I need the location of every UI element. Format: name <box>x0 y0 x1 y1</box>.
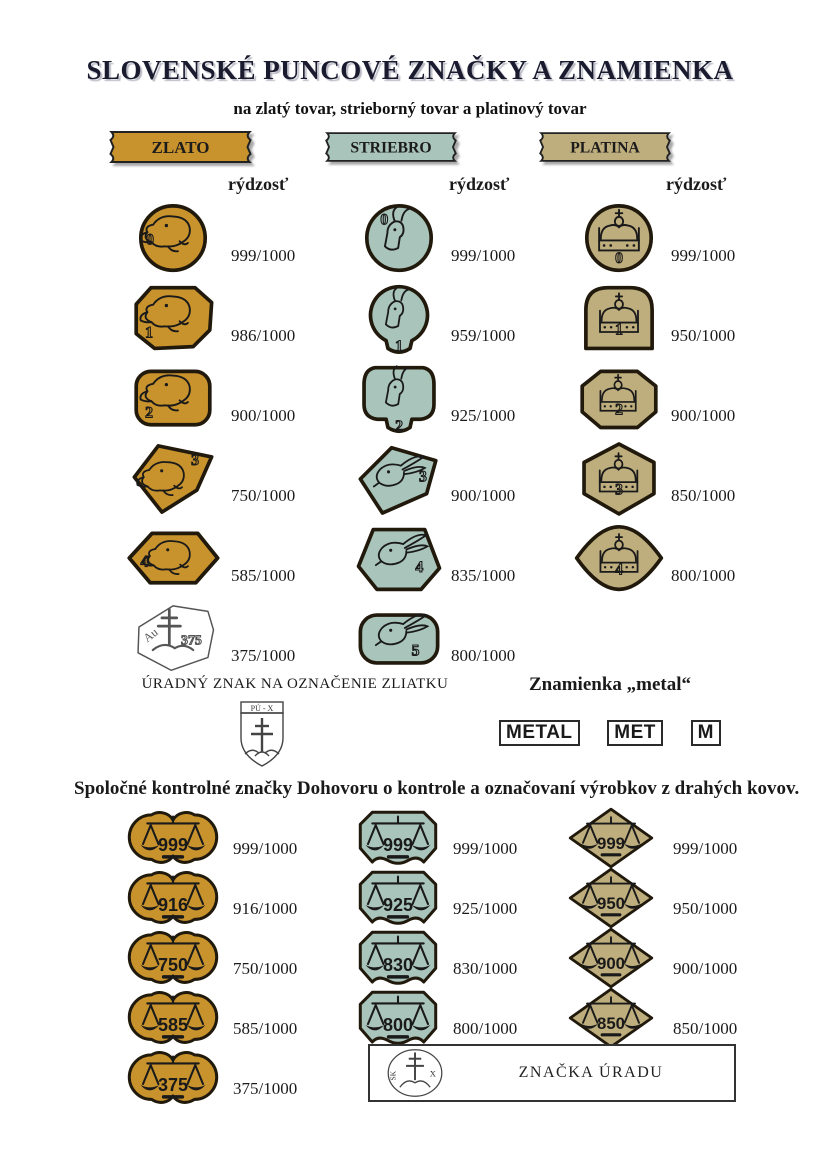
mark-numeral: 0 <box>145 231 154 249</box>
hallmark-platinum-999 <box>573 201 665 277</box>
metal-column-platinum <box>525 130 750 679</box>
fineness-label: 900/1000 <box>673 959 738 978</box>
hallmark-cell <box>305 521 445 597</box>
convention-mark-gold-916 <box>126 868 220 928</box>
double-cross-icon <box>406 1052 424 1080</box>
convention-value: 830 <box>382 954 414 975</box>
hallmark-cell <box>120 601 225 677</box>
gold-banner <box>98 130 263 164</box>
convention-row <box>525 868 750 928</box>
convention-value: 800 <box>382 1014 414 1035</box>
convention-value: 375 <box>157 1074 188 1095</box>
fineness-label: 800/1000 <box>453 1019 518 1038</box>
hallmark-cell <box>525 361 665 437</box>
mark-numeral: 2 <box>395 418 403 436</box>
fineness-label: 800/1000 <box>671 566 736 585</box>
convention-cell <box>120 868 225 928</box>
convention-mark-silver-800 <box>351 988 445 1048</box>
office-mark-label: ZNAČKA ÚRADU <box>518 1064 664 1081</box>
hallmark-cell <box>120 201 225 277</box>
convention-cell <box>525 866 665 930</box>
convention-mark-gold-585 <box>126 988 220 1048</box>
convention-mark-platinum-950 <box>557 866 665 930</box>
hallmark-gold-585 <box>121 521 225 597</box>
metal-marks-row <box>495 720 725 746</box>
page-subtitle: na zlatý tovar, strieborný tovar a platinový tovar <box>233 99 587 118</box>
fineness-label: 925/1000 <box>451 406 516 425</box>
assay-shield-code: PÚ - X <box>250 704 274 713</box>
hallmark-gold-375 <box>127 601 219 677</box>
convention-mark-silver-830 <box>351 928 445 988</box>
convention-mark-platinum-999 <box>557 806 665 870</box>
convention-cell <box>120 928 225 988</box>
mark-numeral: 0 <box>615 249 623 267</box>
convention-value: 925 <box>382 894 414 915</box>
hallmark-row <box>120 599 305 679</box>
silver-banner <box>317 130 465 164</box>
fineness-header-gold: rýdzosť <box>228 174 289 194</box>
fineness-label: 835/1000 <box>451 566 516 585</box>
convention-cell <box>525 986 665 1050</box>
mark-numeral: 2 <box>144 404 153 422</box>
fineness-label: 800/1000 <box>451 646 516 665</box>
metal-mark-metal: METAL <box>499 720 580 746</box>
hallmark-cell <box>120 521 225 597</box>
mark-numeral: 4 <box>139 553 149 571</box>
fineness-label: 950/1000 <box>671 326 736 345</box>
hallmark-cell <box>525 441 665 517</box>
mark-numeral: 5 <box>411 642 420 660</box>
hallmark-row <box>525 359 750 439</box>
hallmark-cell <box>305 361 445 437</box>
convention-row <box>120 988 305 1048</box>
hallmark-row <box>305 199 525 279</box>
hallmark-cell <box>305 441 445 517</box>
hallmark-row <box>120 359 305 439</box>
page-title: SLOVENSKÉ PUNCOVÉ ZNAČKY A ZNAMIENKA <box>86 55 734 85</box>
hallmark-silver-900 <box>353 441 445 517</box>
hallmark-platinum-850 <box>573 441 665 517</box>
hallmark-row <box>120 519 305 599</box>
emblem-left-code: SK <box>388 1070 398 1081</box>
fineness-label: 999/1000 <box>231 246 296 265</box>
convention-value: 950 <box>596 894 626 914</box>
convention-value: 916 <box>157 894 188 915</box>
fineness-label: 850/1000 <box>673 1019 738 1038</box>
fineness-label: 950/1000 <box>673 899 738 918</box>
mark-numeral: 375 <box>180 632 202 648</box>
fineness-label: 999/1000 <box>453 839 518 858</box>
convention-value: 585 <box>157 1014 188 1035</box>
banner-label: PLATINA <box>570 139 640 157</box>
mark-numeral: 0 <box>380 211 389 229</box>
convention-heading: Spoločné kontrolné značky Dohovoru o kontrole a označovaní výrobkov z drahých kovov. <box>74 778 800 799</box>
convention-row <box>525 988 750 1048</box>
hallmark-cell <box>525 201 665 277</box>
fineness-label: 959/1000 <box>451 326 516 345</box>
hallmark-row <box>120 279 305 359</box>
fineness-label: 925/1000 <box>453 899 518 918</box>
convention-row <box>120 1048 305 1108</box>
fineness-label: 375/1000 <box>231 646 296 665</box>
hallmark-silver-959 <box>353 281 445 357</box>
hallmark-platinum-900 <box>573 361 665 437</box>
convention-cell <box>525 926 665 990</box>
mark-numeral: 3 <box>615 481 623 499</box>
convention-value: 850 <box>596 1014 626 1034</box>
hallmark-row <box>525 199 750 279</box>
convention-mark-gold-750 <box>126 928 220 988</box>
hallmark-gold-750 <box>127 441 219 517</box>
assay-heading: ÚRADNÝ ZNAK NA OZNAČENIE ZLIATKU <box>141 676 449 692</box>
convention-row <box>305 928 525 988</box>
hallmark-platinum-950 <box>573 281 665 357</box>
platinum-banner <box>531 130 679 164</box>
hallmark-cell <box>305 281 445 357</box>
convention-cell <box>525 806 665 870</box>
fineness-label: 999/1000 <box>451 246 516 265</box>
fineness-label: 999/1000 <box>671 246 736 265</box>
convention-cell <box>305 928 445 988</box>
hallmark-cell <box>525 521 665 597</box>
hallmark-silver-999 <box>353 201 445 277</box>
mark-numeral: 3 <box>419 468 427 486</box>
convention-mark-platinum-850 <box>557 986 665 1050</box>
emblem-right-code: X <box>429 1068 436 1079</box>
convention-cell <box>305 868 445 928</box>
fineness-label: 999/1000 <box>233 839 298 858</box>
fineness-header-silver: rýdzosť <box>449 174 510 194</box>
convention-mark-silver-999 <box>351 808 445 868</box>
fineness-label: 375/1000 <box>233 1079 298 1098</box>
convention-cell <box>305 808 445 868</box>
office-emblem-icon <box>382 1048 448 1098</box>
hallmark-gold-999 <box>127 201 219 277</box>
hallmark-row <box>305 519 525 599</box>
assay-shield-wrap <box>234 700 290 775</box>
convention-cell <box>120 1048 225 1108</box>
convention-row <box>525 808 750 868</box>
hallmark-cell <box>305 201 445 277</box>
convention-mark-gold-999 <box>126 808 220 868</box>
hallmark-cell <box>120 441 225 517</box>
fineness-label: 916/1000 <box>233 899 298 918</box>
slovak-shield-icon <box>234 700 290 770</box>
hallmark-row <box>305 599 525 679</box>
hallmark-row <box>305 439 525 519</box>
fineness-label: 900/1000 <box>451 486 516 505</box>
hallmark-row <box>305 279 525 359</box>
hallmark-row <box>525 519 750 599</box>
convention-row <box>305 868 525 928</box>
double-cross-icon <box>251 718 273 752</box>
fineness-label: 585/1000 <box>231 566 296 585</box>
hallmark-platinum-800 <box>573 521 665 597</box>
metal-mark-m: M <box>691 720 721 746</box>
convention-row <box>120 808 305 868</box>
hallmark-silver-835 <box>353 521 445 597</box>
hallmark-gold-986 <box>127 281 219 357</box>
mark-numeral: 3 <box>190 452 199 470</box>
hallmark-silver-800 <box>353 601 445 677</box>
hallmark-row <box>120 199 305 279</box>
hallmark-silver-925 <box>353 361 445 437</box>
metal-column-silver <box>305 130 525 679</box>
banner-platinum <box>531 130 750 166</box>
banner-gold <box>98 130 305 166</box>
metal-mark-met: MET <box>607 720 663 746</box>
convention-cell <box>120 808 225 868</box>
hallmark-row <box>525 279 750 359</box>
mark-numeral: 4 <box>415 558 424 576</box>
convention-value: 900 <box>596 954 626 974</box>
hallmark-row <box>120 439 305 519</box>
fineness-label: 585/1000 <box>233 1019 298 1038</box>
hallmark-cell <box>525 281 665 357</box>
metal-symbol: Au <box>139 625 161 646</box>
mark-numeral: 1 <box>144 324 153 342</box>
convention-row <box>120 868 305 928</box>
convention-column-gold <box>120 808 305 1108</box>
fineness-marks-table <box>120 130 750 679</box>
fineness-header-platinum: rýdzosť <box>666 174 727 194</box>
hallmark-row <box>305 359 525 439</box>
fineness-label: 830/1000 <box>453 959 518 978</box>
fineness-label: 750/1000 <box>233 959 298 978</box>
mark-numeral: 1 <box>395 338 403 356</box>
convention-value: 999 <box>157 834 188 855</box>
convention-cell <box>305 988 445 1048</box>
fineness-label: 999/1000 <box>673 839 738 858</box>
convention-mark-platinum-900 <box>557 926 665 990</box>
convention-mark-silver-925 <box>351 868 445 928</box>
hallmark-gold-900 <box>127 361 219 437</box>
convention-row <box>305 988 525 1048</box>
banner-label: STRIEBRO <box>350 139 432 157</box>
hallmark-row <box>525 439 750 519</box>
metal-column-gold <box>120 130 305 679</box>
hallmark-cell <box>120 361 225 437</box>
convention-row <box>305 808 525 868</box>
convention-row <box>120 928 305 988</box>
convention-row <box>525 928 750 988</box>
fineness-label: 750/1000 <box>231 486 296 505</box>
convention-cell <box>120 988 225 1048</box>
fineness-label: 850/1000 <box>671 486 736 505</box>
banner-label: ZLATO <box>151 138 210 157</box>
fineness-label: 900/1000 <box>671 406 736 425</box>
metal-marks-heading: Znamienka „metal“ <box>528 674 692 695</box>
convention-value: 999 <box>596 834 626 854</box>
hallmark-cell <box>120 281 225 357</box>
convention-value: 999 <box>382 834 414 855</box>
mark-numeral: 4 <box>615 561 623 579</box>
hallmark-cell <box>305 601 445 677</box>
mark-numeral: 2 <box>615 401 623 419</box>
convention-value: 750 <box>157 954 188 975</box>
fineness-label: 900/1000 <box>231 406 296 425</box>
mark-numeral: 1 <box>615 321 623 339</box>
banner-silver <box>317 130 525 166</box>
office-mark-box <box>368 1044 736 1102</box>
fineness-label: 986/1000 <box>231 326 296 345</box>
hill-icon <box>400 1081 430 1087</box>
convention-mark-gold-375 <box>126 1048 220 1108</box>
